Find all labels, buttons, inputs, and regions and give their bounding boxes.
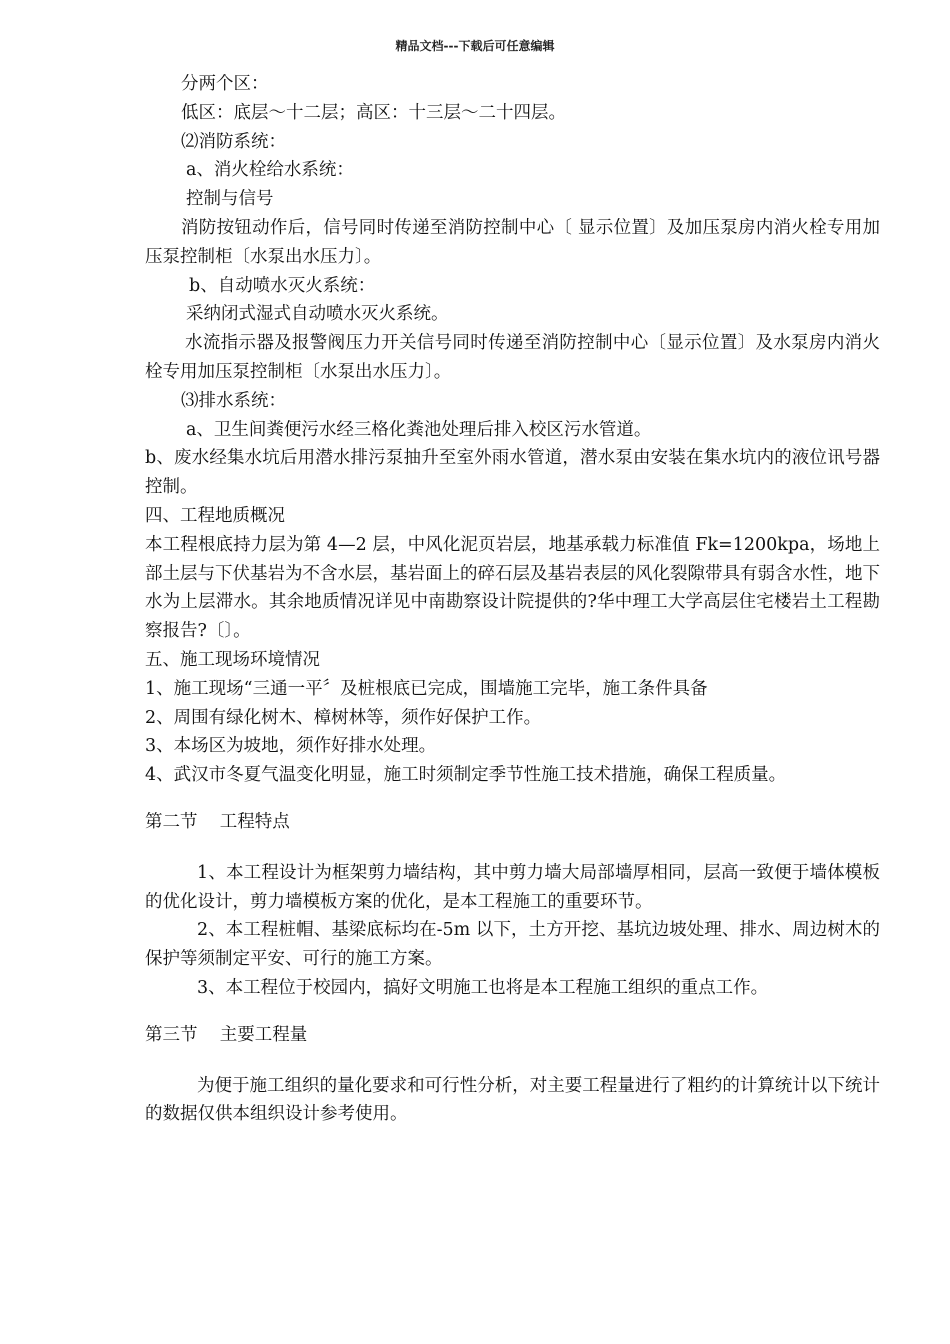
section-title: 第三节 主要工程量 [145,1024,308,1045]
paragraph: 2、本工程桩帽、基梁底标均在-5m 以下，土方开挖、基坑边坡处理、排水、周边树木的保护等须制定平安、可行的施工方案。 [145,920,880,970]
paragraph: b、废水经集水坑后用潜水排污泵抽升至室外雨水管道，潜水泵由安装在集水坑内的液位讯号器控制。 [145,448,880,498]
list-item: 1、施工现场“三通一平〞及桩根底已完成，围墙施工完毕，施工条件具备 [145,678,708,699]
document-body [145,70,880,1129]
paragraph: 3、本工程位于校园内，搞好文明施工也将是本工程施工组织的重点工作。 [197,977,769,998]
text-line: 低区：底层～十二层；高区：十三层～二十四层。 [181,102,566,123]
section-heading: 四、工程地质概况 [145,505,285,526]
text-line: a、消火栓给水系统： [186,160,354,181]
list-item: 2、周围有绿化树木、樟树林等，须作好保护工作。 [145,707,542,728]
paragraph: 水流指示器及报警阀压力开关信号同时传递至消防控制中心〔显示位置〕及水泵房内消火栓专用加压泵控制柜〔水泵出水压力〕。 [145,333,880,382]
text-line: b、自动喷水灭火系统： [189,275,376,296]
list-item: 4、武汉市冬夏气温变化明显，施工时须制定季节性施工技术措施，确保工程质量。 [145,765,787,786]
paragraph: 为便于施工组织的量化要求和可行性分析，对主要工程量进行了粗约的计算统计以下统计的数据仅供本组织设计参考使用。 [145,1075,880,1125]
list-item: 3、本场区为坡地，须作好排水处理。 [145,736,437,757]
section-heading: 五、施工现场环境情况 [145,649,320,670]
text-line: 采纳闭式湿式自动喷水灭火系统。 [186,304,449,325]
text-line: ⑵消防系统： [181,131,286,152]
text-line: 分两个区： [181,74,269,94]
text-line: a、卫生间粪便污水经三格化粪池处理后排入校区污水管道。 [186,419,652,440]
page-header: 精品文档---下载后可任意编辑 [395,39,555,53]
paragraph: 消防按钮动作后，信号同时传递至消防控制中心〔 显示位置〕及加压泵房内消火栓专用加压泵控制柜〔水泵出水压力〕。 [145,217,880,267]
paragraph: 1、本工程设计为框架剪力墙结构，其中剪力墙大局部墙厚相同，层高一致便于墙体模板的优化设计，剪力墙模板方案的优化，是本工程施工的重要环节。 [145,862,880,912]
paragraph: 本工程根底持力层为第 4—2 层，中风化泥页岩层，地基承载力标准值 Fk=1200kpa，场地上部土层与下伏基岩为不含水层，基岩面上的碎石层及基岩表层的风化裂隙带具有弱含水性，地下水为上层滞水。其余地质情况详见中南勘察设计院提供的?华中理工大学高层住宅楼岩土工程勘察报告?〔〕。 [145,534,880,642]
section-title: 第二节 工程特点 [145,811,290,832]
text-line: ⑶排水系统： [181,390,286,411]
text-line: 控制与信号 [186,189,274,210]
